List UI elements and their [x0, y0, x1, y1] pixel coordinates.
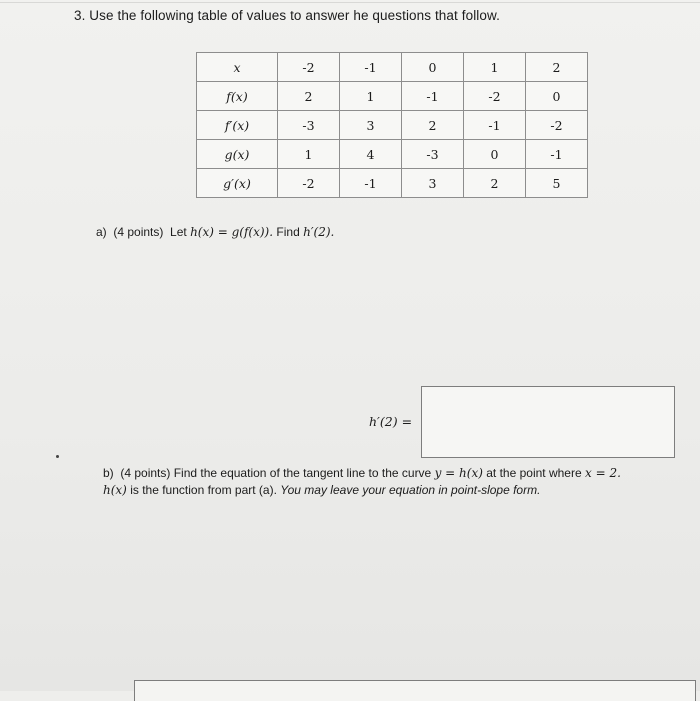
table-cell: 4 — [340, 140, 402, 169]
part-b-points: (4 points) — [120, 466, 171, 480]
table-cell: 2 — [526, 53, 588, 82]
table-row — [197, 111, 588, 140]
table-cell: 0 — [464, 140, 526, 169]
part-a-prompt — [96, 225, 334, 239]
part-a-let: Let — [170, 225, 187, 239]
table-cell: -1 — [402, 82, 464, 111]
table-row — [197, 140, 588, 169]
table-cell: -2 — [464, 82, 526, 111]
table-cell: 0 — [402, 53, 464, 82]
part-a-label: a) — [96, 225, 107, 239]
question-title: 3. Use the following table of values to answer he questions that follow. — [74, 8, 500, 23]
table-cell: -1 — [526, 140, 588, 169]
table-row-label: f(x) — [197, 82, 278, 111]
table-cell: 1 — [278, 140, 340, 169]
table-cell: -2 — [278, 53, 340, 82]
table-cell: 2 — [464, 169, 526, 198]
part-b-line1: Find the equation of the tangent line to the curve — [173, 466, 432, 480]
table-cell: 1 — [340, 82, 402, 111]
part-b-curve: y = h(x) — [434, 466, 483, 480]
table-row — [197, 53, 588, 82]
table-cell: 3 — [340, 111, 402, 140]
answer-box[interactable] — [421, 386, 675, 458]
table-cell: 5 — [526, 169, 588, 198]
values-table — [196, 52, 588, 198]
table-cell: -3 — [402, 140, 464, 169]
stray-dot — [56, 455, 59, 458]
part-b-label: b) — [103, 466, 114, 480]
part-b-line2a: is the function from part (a). — [130, 483, 277, 497]
table-cell: 1 — [464, 53, 526, 82]
table-row-label: x — [197, 53, 278, 82]
table-cell: 0 — [526, 82, 588, 111]
table-row-label: g′(x) — [197, 169, 278, 198]
table-cell: 3 — [402, 169, 464, 198]
table-cell: -1 — [340, 53, 402, 82]
part-a-definition: h(x) = g(f(x)). — [190, 225, 274, 239]
part-a-target: h′(2). — [303, 225, 335, 239]
table-cell: -2 — [278, 169, 340, 198]
answer-label: h′(2) = — [369, 414, 413, 429]
part-b-line2b: You may leave your equation in point-slope form. — [280, 483, 541, 497]
table-row — [197, 169, 588, 198]
table-cell: -1 — [464, 111, 526, 140]
top-divider — [0, 2, 700, 3]
table-row-label: g(x) — [197, 140, 278, 169]
table-cell: -2 — [526, 111, 588, 140]
table-cell: 2 — [402, 111, 464, 140]
table-cell: -1 — [340, 169, 402, 198]
part-b-point: x = 2. — [585, 466, 621, 480]
part-a-points: (4 points) — [113, 225, 164, 239]
table-cell: -3 — [278, 111, 340, 140]
part-b-prompt — [103, 465, 683, 499]
part-b-line1b: at the point where — [486, 466, 582, 480]
part-b-function: h(x) — [103, 483, 127, 497]
table-row-label: f′(x) — [197, 111, 278, 140]
table-cell: 2 — [278, 82, 340, 111]
part-a-find: Find — [276, 225, 300, 239]
table-row — [197, 82, 588, 111]
